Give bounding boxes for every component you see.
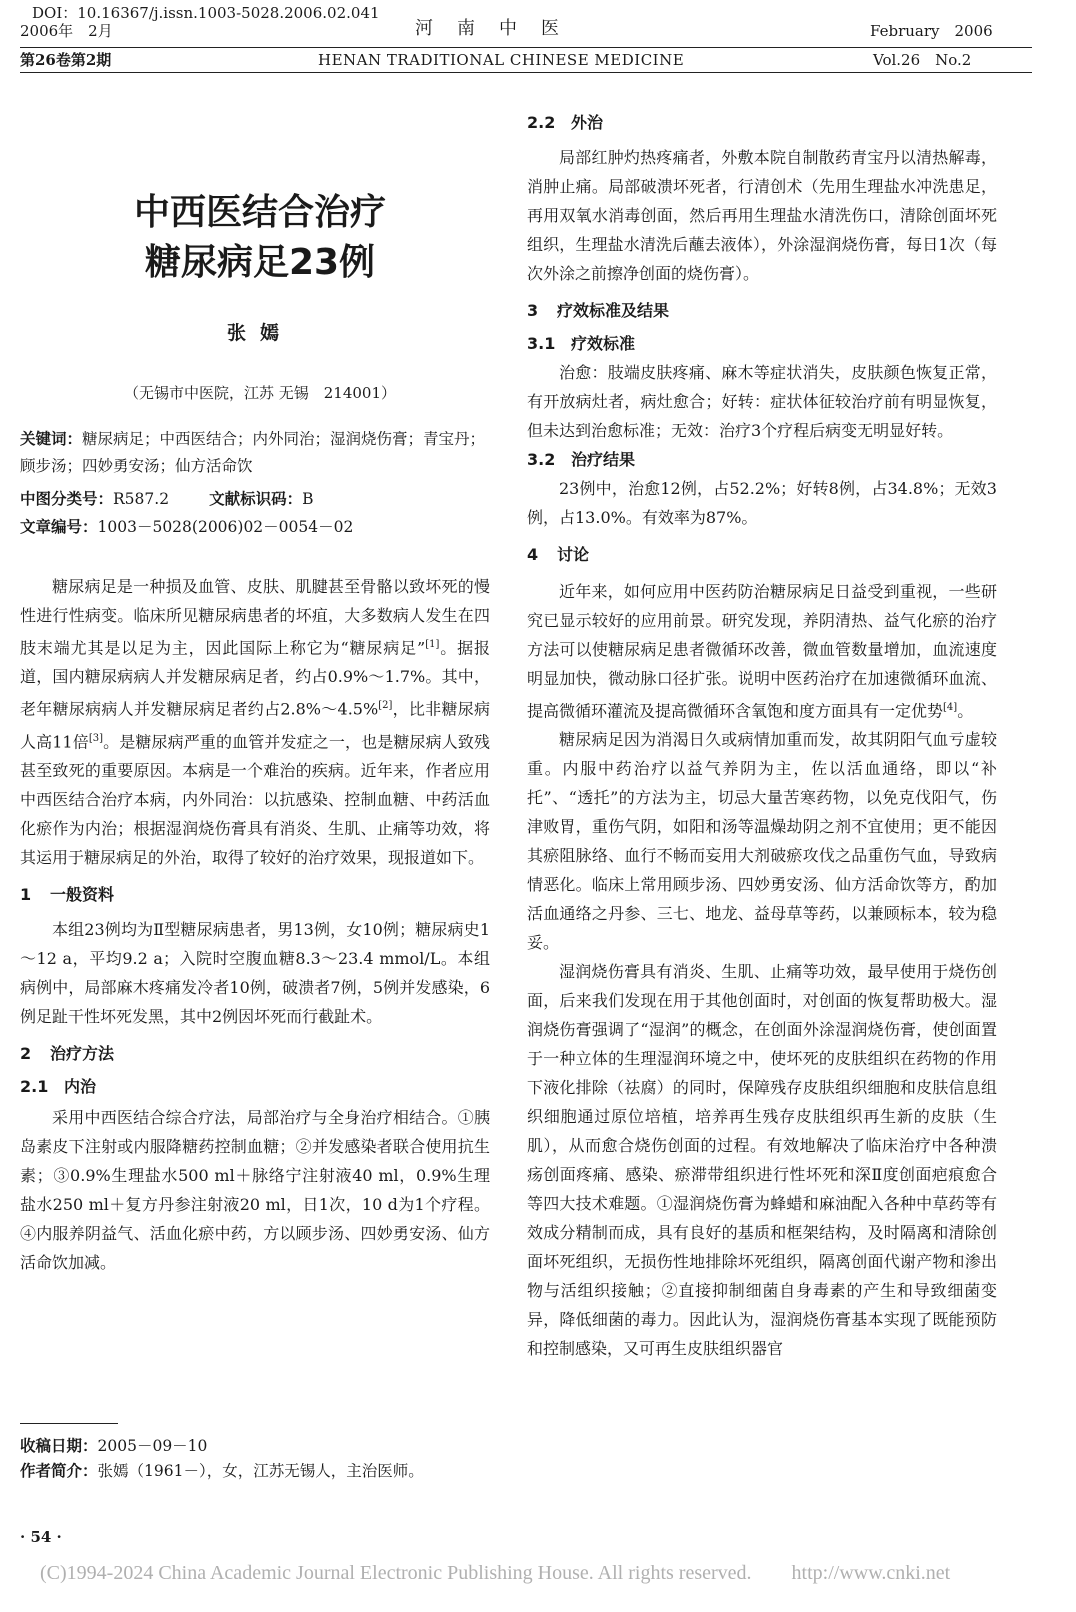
intro-paragraph: 糖尿病足是一种损及血管、皮肤、肌腱甚至骨骼以致坏死的慢性进行性病变。临床所见糖尿病患者的坏疽，大多数病人发生在四肢末端尤其是以足为主，因此国际上称它为“糖尿病足”[1]。据报道，国内糖尿病病人并发糖尿病足者，约占0.9%～1.7%。其中，老年糖尿病病人并发糖尿病足者约占2.8%～4.5%[2]，比非糖尿病人高11倍[3]。是糖尿病严重的血管并发症之一，也是糖尿病人致残甚至致死的重要原因。本病是一个难治的疾病。近年来，作者应用中西医结合治疗本病，内外同治：以抗感染、控制血糖、中药活血化瘀作为内治；根据湿润烧伤膏具有消炎、生肌、止痛等功效，将其运用于糖尿病足的外治，取得了较好的治疗效果，现报道如下。 (20, 577, 490, 867)
discussion-paragraph-1: 近年来，如何应用中医药防治糖尿病足日益受到重视，一些研究已显示较好的应用前景。研究发现，养阴清热、益气化瘀的治疗方法可以使糖尿病足患者微循环改善，微血管数量增加，血流速度明显加快，微动脉口径扩张。说明中医药治疗在加速微循环血流、提高微循环灌流及提高微循环含氧饱和度方面具有一定优势[4]。 (527, 582, 997, 721)
copyright-watermark: (C)1994-2024 China Academic Journal Electronic Publishing House. All rights reserved. http://www.cnki.net (40, 1562, 951, 1584)
journal-name-cn: 河南中医 (415, 18, 583, 39)
clc-label: 中图分类号： (20, 490, 114, 508)
section-2-2-heading: 2.2 外治 (527, 113, 604, 132)
ref-2: [2] (378, 700, 393, 712)
doc-code-label: 文献标识码： (209, 490, 303, 508)
section-3-1-text: 治愈：肢端皮肤疼痛、麻木等症状消失，皮肤颜色恢复正常，有开放病灶者，病灶愈合；好转：症状体征较治疗前有明显恢复，但未达到治愈标准；无效：治疗3个疗程后病变无明显好转。 (527, 363, 997, 440)
footnote-rule (20, 1423, 118, 1424)
volume-cn: 第26卷第2期 (20, 51, 112, 69)
author-name: 张嫣 (226, 322, 293, 344)
received-date: 收稿日期：2005－09－10 (20, 1437, 208, 1455)
article-no-value: 1003－5028(2006)02－0054－02 (97, 518, 354, 536)
author-bio: 作者简介：张嫣（1961－），女，江苏无锡人，主治医师。 (20, 1462, 424, 1480)
section-2-1-text: 采用中西医结合综合疗法，局部治疗与全身治疗相结合。①胰岛素皮下注射或内服降糖药控制血糖；②并发感染者联合使用抗生素；③0.9%生理盐水500 ml＋脉络宁注射液40 ml，0.9%生理盐水250 ml＋复方丹参注射液20 ml，日1次，10 d为1个疗程。④内服养阴益气、活血化瘀中药，方以顾步汤、四妙勇安汤、仙方活命饮加减。 (20, 1107, 490, 1272)
right-column (527, 108, 997, 1363)
left-column (20, 572, 490, 1277)
section-2-1-heading: 2.1 内治 (20, 1076, 97, 1096)
discussion-paragraph-3: 湿润烧伤膏具有消炎、生肌、止痛等功效，最早使用于烧伤创面，后来我们发现在用于其他创面时，对创面的恢复帮助极大。湿润烧伤膏强调了“湿润”的概念，在创面外涂湿润烧伤膏，使创面置于一种立体的生理湿润环境之中，使坏死的皮肤组织在药物的作用下液化排除（祛腐）的同时，保障残存皮肤组织细胞和皮肤信息组织细胞通过原位培植，培养再生残存皮肤组织再生新的皮肤（生肌），从而愈合烧伤创面的过程。有效地解决了临床治疗中各种溃疡创面疼痛、感染、瘀滞带组织进行性坏死和深Ⅱ度创面疤痕愈合等四大技术难题。①湿润烧伤膏为蜂蜡和麻油配入各种中草药等有效成分精制而成，具有良好的基质和框架结构，及时隔离和清除创面坏死组织，无损伤性地排除坏死组织，隔离创面代谢产物和渗出物与活组织接触；②直接抑制细菌自身毒素的产生和导致细菌变异，降低细菌的毒力。因此认为，湿润烧伤膏基本实现了既能预防和控制感染，又可再生皮肤组织器官 (527, 962, 997, 1359)
keywords-text: 糖尿病足；中西医结合；内外同治；湿润烧伤膏；青宝丹；顾步汤；四妙勇安汤；仙方活命饮 (20, 430, 486, 475)
section-3-2-heading: 3.2 治疗结果 (527, 450, 636, 469)
header-rule-top (20, 47, 1032, 48)
doi: DOI：10.16367/j.issn.1003-5028.2006.02.041 (32, 4, 380, 22)
section-2-heading: 2 治疗方法 (20, 1043, 115, 1063)
page-number: · 54 · (20, 1528, 62, 1546)
volume-en: Vol.26 No.2 (873, 51, 972, 69)
section-4-heading: 4 讨论 (527, 545, 590, 564)
article-number (20, 514, 490, 541)
section-2-2-text: 局部红肿灼热疼痛者，外敷本院自制散药青宝丹以清热解毒，消肿止痛。局部破溃坏死者，行清创术（先用生理盐水冲洗患足，再用双氧水消毒创面，然后再用生理盐水清洗伤口，清除创面坏死组织，生理盐水清洗后蘸去液体），外涂湿润烧伤膏，每日1次（每次外涂之前擦净创面的烧伤膏）。 (527, 148, 997, 283)
title-line-2: 糖尿病足23例 (144, 242, 376, 283)
journal-name-en: HENAN TRADITIONAL CHINESE MEDICINE (318, 51, 685, 69)
classification (20, 486, 490, 513)
ref-1: [1] (425, 639, 440, 650)
section-3-1-heading: 3.1 疗效标准 (527, 334, 636, 353)
section-3-heading: 3 疗效标准及结果 (527, 301, 670, 320)
footnote (20, 1434, 490, 1484)
affiliation: （无锡市中医院，江苏 无锡 214001） (123, 384, 397, 402)
section-3-2-text: 23例中，治愈12例，占52.2%；好转8例，占34.8%；无效3例，占13.0%。有效率为87%。 (527, 479, 997, 527)
title-line-1: 中西医结合治疗 (133, 192, 386, 233)
doc-code-value: B (302, 490, 314, 508)
header-rule-bottom (20, 72, 1032, 73)
discussion-paragraph-2: 糖尿病足因为消渴日久或病情加重而发，故其阴阳气血亏虚较重。内服中药治疗以益气养阴为主，佐以活血通络，即以“补托”、“透托”的方法为主，切忌大量苦寒药物，以免克伐阳气，伤津败胃，重伤气阴，如阳和汤等温燥劫阴之剂不宜使用；更不能因其瘀阻脉络、血行不畅而妄用大剂破瘀攻伐之品重伤气血，导致病情恶化。临床上常用顾步汤、四妙勇安汤、仙方活命饮等方，酌加活血通络之丹参、三七、地龙、益母草等药，以兼顾标本，较为稳妥。 (527, 730, 997, 953)
section-1-text: 本组23例均为Ⅱ型糖尿病患者，男13例，女10例；糖尿病史1～12 a，平均9.2 a；入院时空腹血糖8.3～23.4 mmol/L。本组病例中，局部麻木疼痛发冷者10例，破溃者7例，5例并发感染，6例足趾干性坏死发黑，其中2例因坏死而行截趾术。 (20, 919, 490, 1026)
article-title (40, 188, 480, 288)
article-no-label: 文章编号： (20, 518, 98, 536)
clc-value: R587.2 (113, 490, 170, 508)
ref-4: [4] (943, 702, 958, 713)
issue-date-cn: 2006年 2月 (20, 22, 113, 40)
keywords (20, 426, 490, 480)
issue-date-en: February 2006 (870, 22, 993, 40)
keywords-label: 关键词： (20, 430, 83, 448)
section-1-heading: 1 一般资料 (20, 884, 115, 904)
ref-3: [3] (88, 732, 104, 744)
